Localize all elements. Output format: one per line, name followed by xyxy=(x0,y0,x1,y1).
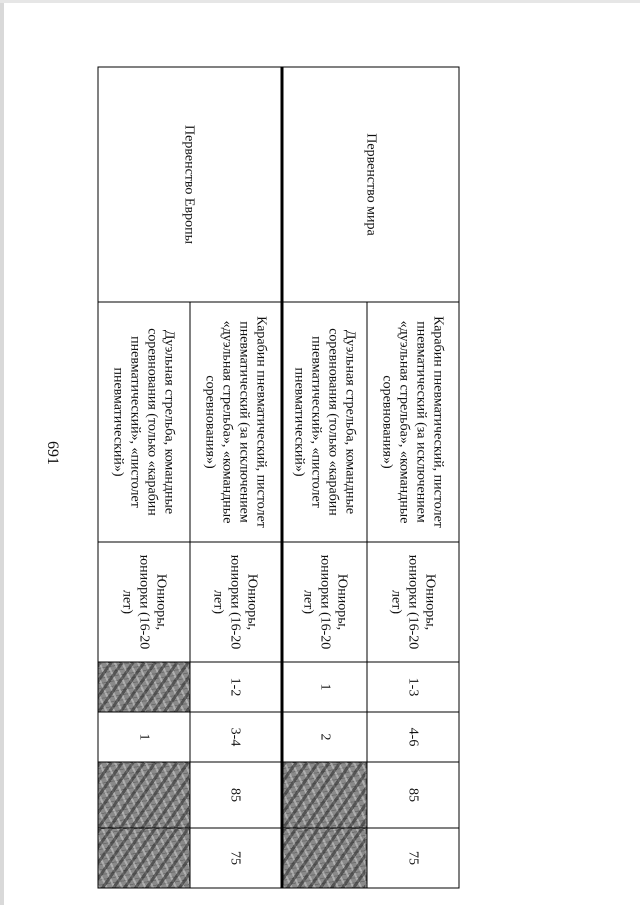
scan-edge-left xyxy=(0,0,4,905)
table-row xyxy=(367,67,459,888)
discipline-cell: Карабин пневматический, пистолет пневматический (за исключением «дуэльная стрельба», «командные соревнования») xyxy=(190,302,282,542)
place-a-cell: 1-3 xyxy=(367,662,459,712)
value-2-cell: 75 xyxy=(367,828,459,888)
value-1-cell: 85 xyxy=(190,762,282,828)
shaded-cell xyxy=(98,762,190,828)
discipline-cell: Дуэльная стрельба, командные соревнования (только «карабин пневматический», «пистолет пневматический») xyxy=(98,302,190,542)
age-group-cell: Юниоры, юниорки (16-20 лет) xyxy=(98,542,190,662)
value-1-cell: 85 xyxy=(367,762,459,828)
age-group-cell: Юниоры, юниорки (16-20 лет) xyxy=(367,542,459,662)
place-b-cell: 4-6 xyxy=(367,712,459,762)
place-b-cell: 2 xyxy=(282,712,367,762)
place-b-cell: 3-4 xyxy=(190,712,282,762)
rotated-table-container xyxy=(99,67,460,888)
shaded-cell xyxy=(98,828,190,888)
age-group-cell: Юниоры, юниорки (16-20 лет) xyxy=(282,542,367,662)
shaded-cell xyxy=(282,828,367,888)
shaded-cell xyxy=(98,662,190,712)
shaded-cell xyxy=(282,762,367,828)
discipline-cell: Карабин пневматический, пистолет пневматический (за исключением «дуэльная стрельба», «командные соревнования») xyxy=(367,302,459,542)
table-row xyxy=(190,67,282,888)
discipline-cell: Дуэльная стрельба, командные соревнования (только «карабин пневматический», «пистолет пневматический») xyxy=(282,302,367,542)
age-group-cell: Юниоры, юниорки (16-20 лет) xyxy=(190,542,282,662)
scan-edge-top xyxy=(0,0,640,3)
value-2-cell: 75 xyxy=(190,828,282,888)
place-b-cell: 1 xyxy=(98,712,190,762)
event-cell: Первенство Европы xyxy=(98,67,282,302)
competition-table xyxy=(98,67,460,889)
page-number: 691 xyxy=(44,441,61,465)
place-a-cell: 1-2 xyxy=(190,662,282,712)
event-cell: Первенство мира xyxy=(282,67,459,302)
place-a-cell: 1 xyxy=(282,662,367,712)
